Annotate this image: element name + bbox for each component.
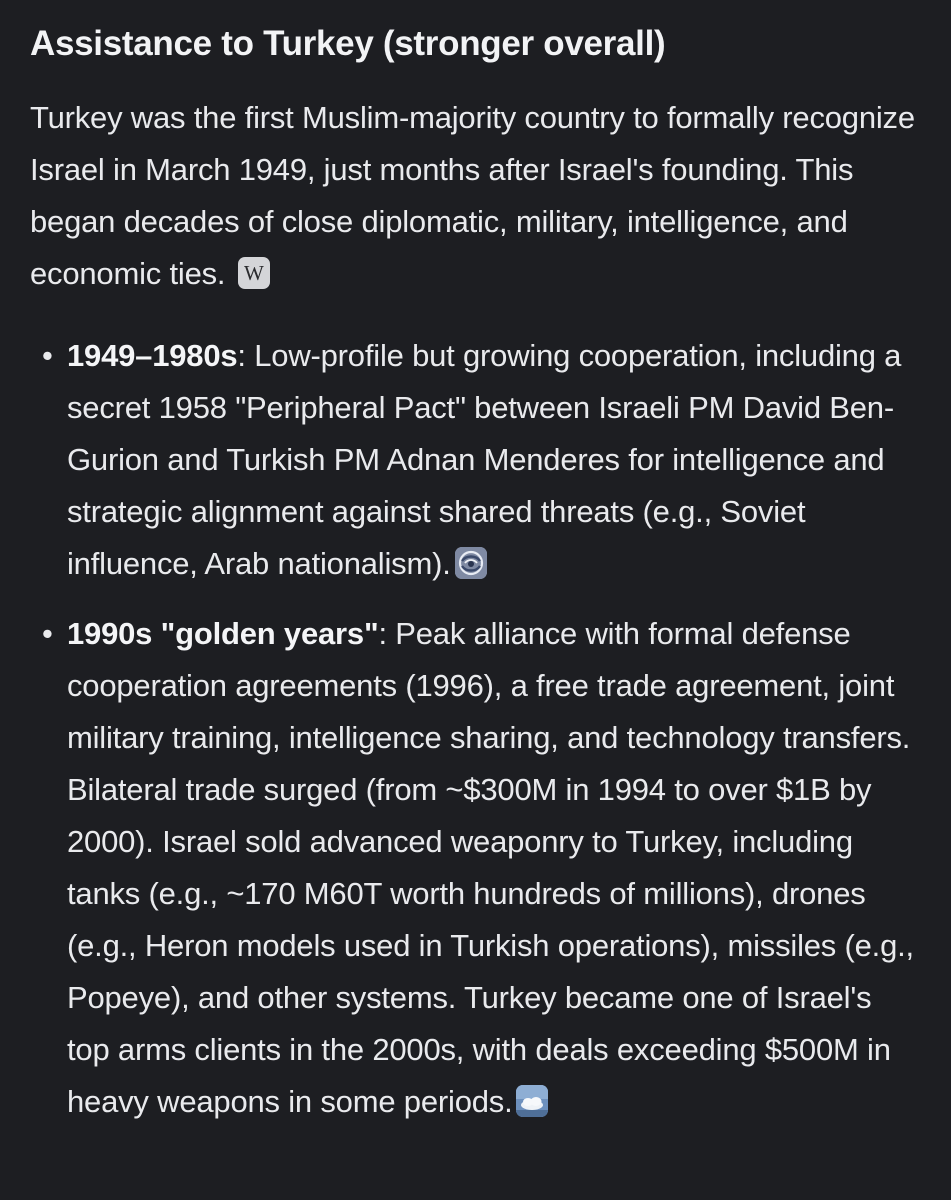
list-item-text: : Peak alliance with formal defense cooperation agreements (1996), a free trade agreement, joint military training, intelligence sharing, and technology transfers. Bilateral trade surged (from ~$300M in 1994 to over $1B by 2000). Israel sold advanced weaponry to Turkey, including tanks (e.g., ~170 M60T worth hundreds of millions), drones (e.g., Heron models used in Turkish operations), missiles (e.g., Popeye), and other systems. Turkey became one of Israel's top arms clients in the 2000s, with deals exceeding $500M in heavy weapons in some periods.: [67, 616, 914, 1119]
list-item-text: : Low-profile but growing cooperation, including a secret 1958 "Peripheral Pact" between Israeli PM David Ben-Gurion and Turkish PM Adnan Menderes for intelligence and strategic alignment against shared threats (e.g., Soviet influence, Arab nationalism).: [67, 338, 902, 581]
list-item: [30, 330, 915, 590]
bullet-marker: •: [42, 338, 53, 373]
bullet-list: [30, 330, 915, 1128]
wikipedia-icon[interactable]: W: [238, 257, 270, 289]
cloud-source-icon[interactable]: [516, 1085, 548, 1117]
list-item-term: 1949–1980s: [67, 338, 238, 373]
list-item-term: 1990s "golden years": [67, 616, 379, 651]
bullet-marker: •: [42, 616, 53, 651]
swirl-source-icon[interactable]: [455, 547, 487, 579]
intro-paragraph: [30, 92, 915, 300]
intro-text: Turkey was the first Muslim-majority country to formally recognize Israel in March 1949, just months after Israel's founding. This began decades of close diplomatic, military, intelligence, and economic ties.: [30, 100, 915, 291]
list-item: [30, 608, 915, 1128]
section-heading: Assistance to Turkey (stronger overall): [30, 24, 666, 63]
